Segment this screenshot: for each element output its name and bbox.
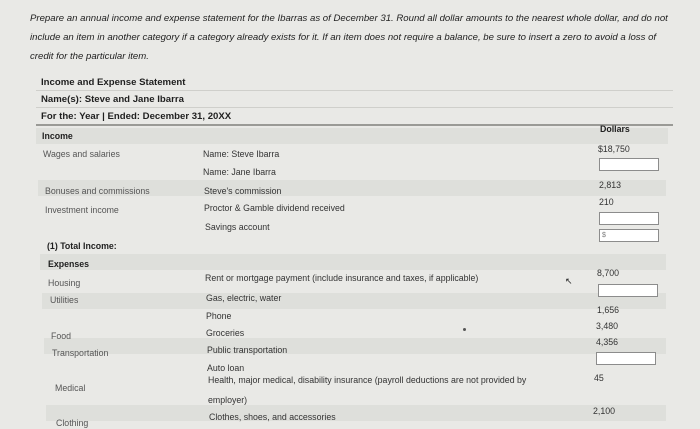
medical-label: Medical bbox=[55, 383, 86, 393]
dollars-column-header: Dollars bbox=[600, 124, 630, 134]
medical-item-line1: Health, major medical, disability insurance (payroll deductions are not provided by bbox=[208, 375, 527, 385]
food-item: Groceries bbox=[206, 328, 245, 338]
utilities-item-gas: Gas, electric, water bbox=[206, 293, 282, 303]
utilities-item-phone: Phone bbox=[206, 311, 232, 321]
income-section-label: Income bbox=[42, 131, 73, 141]
total-income-prefix: $ bbox=[602, 232, 606, 239]
wages-item-jane: Name: Jane Ibarra bbox=[203, 167, 276, 177]
row-band bbox=[44, 338, 666, 354]
utilities-label: Utilities bbox=[50, 295, 79, 305]
wages-steve-value: $18,750 bbox=[598, 144, 630, 154]
bonuses-item: Steve's commission bbox=[204, 186, 282, 196]
bonuses-value: 2,813 bbox=[599, 180, 622, 190]
utilities-phone-value: 1,656 bbox=[597, 305, 620, 315]
investment-item-dividend: Proctor & Gamble dividend received bbox=[204, 203, 345, 213]
row-band bbox=[46, 405, 666, 421]
mouse-cursor-icon: ↖ bbox=[565, 276, 573, 286]
clothing-label: Clothing bbox=[56, 418, 89, 428]
transportation-label: Transportation bbox=[52, 348, 109, 358]
housing-item: Rent or mortgage payment (include insurance and taxes, if applicable) bbox=[205, 273, 479, 283]
medical-item-line2: employer) bbox=[208, 395, 248, 405]
transportation-item-auto: Auto loan bbox=[207, 363, 245, 373]
auto-loan-input[interactable] bbox=[596, 352, 656, 365]
statement-period: For the: Year | Ended: December 31, 20XX bbox=[36, 109, 673, 126]
medical-value: 45 bbox=[594, 373, 604, 383]
transportation-item-public: Public transportation bbox=[207, 345, 288, 355]
transportation-public-value: 4,356 bbox=[596, 337, 619, 347]
investment-label: Investment income bbox=[45, 205, 119, 215]
expenses-section-label: Expenses bbox=[48, 259, 90, 269]
row-band bbox=[42, 293, 666, 309]
wages-jane-input[interactable] bbox=[599, 158, 659, 171]
statement-title: Income and Expense Statement bbox=[36, 75, 673, 91]
investment-dividend-value: 210 bbox=[599, 197, 614, 207]
savings-input[interactable] bbox=[599, 212, 659, 225]
row-band bbox=[40, 254, 666, 270]
bonuses-label: Bonuses and commissions bbox=[45, 186, 150, 196]
clothing-value: 2,100 bbox=[593, 406, 616, 416]
housing-label: Housing bbox=[48, 278, 81, 288]
clothing-item: Clothes, shoes, and accessories bbox=[209, 412, 336, 422]
instructions-text: Prepare an annual income and expense statement for the Ibarras as of December 31. Round all dollar amounts to the nearest whole dollar, and do not include an item in another category if a category already exists for it. If an item does not require a balance, be sure to insert a zero to avoid a loss of credit for the particular item. bbox=[30, 13, 668, 62]
investment-item-savings: Savings account bbox=[205, 222, 270, 232]
food-label: Food bbox=[51, 331, 72, 341]
wages-label: Wages and salaries bbox=[43, 149, 120, 159]
stray-dot bbox=[463, 328, 466, 331]
statement-names: Name(s): Steve and Jane Ibarra bbox=[36, 92, 673, 108]
utilities-gas-input[interactable] bbox=[598, 284, 658, 297]
wages-item-steve: Name: Steve Ibarra bbox=[203, 149, 280, 159]
food-value: 3,480 bbox=[596, 321, 619, 331]
housing-value: 8,700 bbox=[597, 268, 620, 278]
total-income-input[interactable] bbox=[599, 229, 659, 242]
total-income-label: (1) Total Income: bbox=[47, 241, 117, 251]
row-band bbox=[36, 128, 668, 144]
